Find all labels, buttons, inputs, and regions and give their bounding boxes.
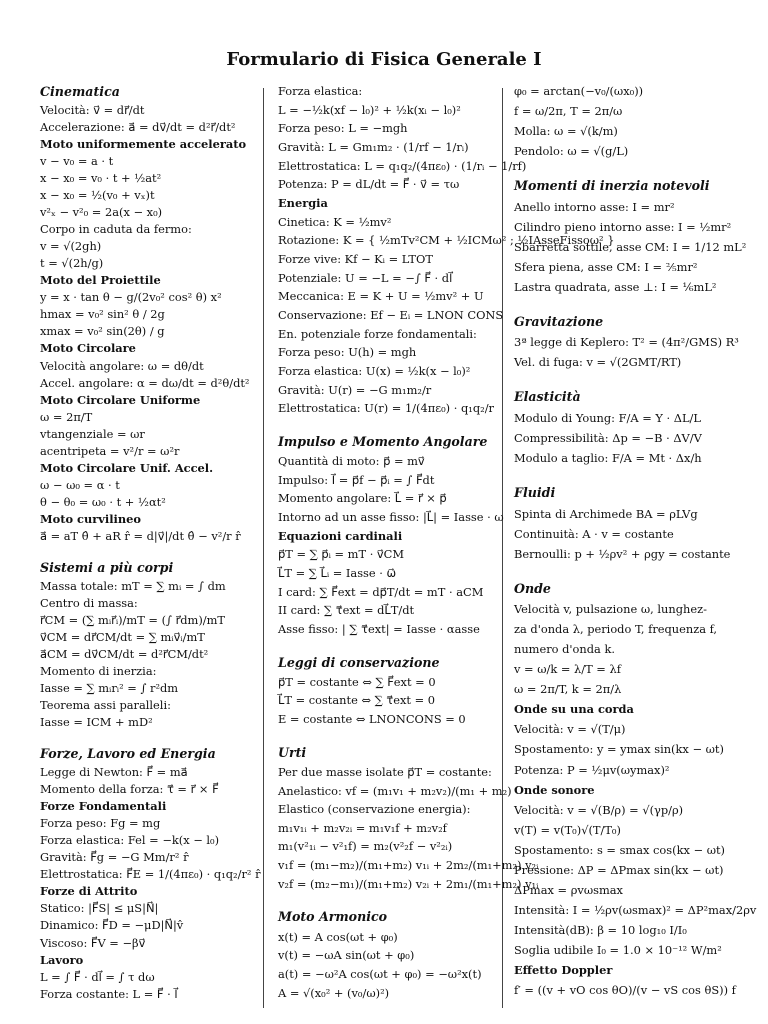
section-heading: Impulso e Momento Angolare	[278, 433, 488, 449]
formula-line: Pendolo: ω = √(g/L)	[514, 144, 629, 159]
formula-line: p⃗T = ∑ p⃗ᵢ = mT · v⃗CM	[278, 547, 405, 562]
formula-line: f = ω/2π, T = 2π/ω	[514, 104, 623, 119]
formula-line: Teorema assi paralleli:	[40, 698, 171, 713]
formula-line: Velocità: v⃗ = dr⃗/dt	[40, 102, 145, 117]
formula-line: Elettrostatica: F⃗E = 1/(4πε₀) · q₁q₂/r² r̂	[40, 867, 261, 882]
formula-line: p⃗T = costante ⇔ ∑ F⃗ext = 0	[278, 674, 436, 689]
section-heading: Elasticità	[514, 389, 581, 405]
section-heading: Fluidi	[514, 485, 556, 501]
formula-line: Forza peso: Fg = mg	[40, 816, 161, 831]
subsection-heading: Moto del Proiettile	[40, 273, 161, 288]
formula-line: Spostamento: y = ymax sin(kx − ωt)	[514, 742, 724, 757]
subsection-heading: Moto Circolare Uniforme	[40, 392, 201, 407]
formula-line: L⃗T = costante ⇔ ∑ τ⃗ext = 0	[278, 693, 436, 708]
formula-line: ω − ω₀ = α · t	[40, 477, 120, 492]
formula-line: hmax = v₀² sin² θ / 2g	[40, 307, 165, 322]
formula-line: v(t) = −ωA sin(ωt + φ₀)	[278, 948, 415, 963]
formula-line: ω = 2π/T, k = 2π/λ	[514, 682, 622, 697]
subsection-heading: Equazioni cardinali	[278, 528, 403, 543]
formula-line: Spinta di Archimede BA = ρLVg	[514, 506, 698, 521]
section-heading: Leggi di conservazione	[278, 654, 440, 670]
formula-line: v₂f = (m₂−m₁)/(m₁+m₂) v₂ᵢ + 2m₁/(m₁+m₂) v₁ᵢ	[278, 876, 539, 891]
section-heading: Forze, Lavoro ed Energia	[40, 746, 216, 762]
formula-line: Centro di massa:	[40, 595, 138, 610]
formula-line: Intensità: I = ½ρv(ωsmax)² = ΔP²max/2ρv	[514, 902, 757, 917]
formula-line: Momento angolare: L⃗ = r⃗ × p⃗	[278, 491, 447, 506]
formula-line: Iasse = ∑ mᵢrᵢ² = ∫ r²dm	[40, 681, 179, 696]
formula-line: Per due masse isolate p⃗T = costante:	[278, 764, 492, 779]
formula-line: L = −½k(xf − l₀)² + ½k(xᵢ − l₀)²	[278, 102, 461, 117]
formula-line: Sbarretta sottile, asse CM: I = 1/12 mL²	[514, 239, 747, 254]
section-heading: Onde	[514, 580, 551, 596]
formula-line: a⃗CM = dv⃗CM/dt = d²r⃗CM/dt²	[40, 647, 209, 662]
formula-line: a(t) = −ω²A cos(ωt + φ₀) = −ω²x(t)	[278, 966, 482, 981]
formula-line: Intorno ad un asse fisso: |L⃗| = Iasse · ω	[278, 509, 504, 524]
formula-line: Lastra quadrata, asse ⊥: I = ⅙mL²	[514, 279, 717, 294]
section-heading: Moto Armonico	[278, 909, 388, 925]
formula-line: Gravità: U(r) = −G m₁m₂/r	[278, 382, 432, 397]
formula-line: Forza elastica:	[278, 84, 363, 98]
formula-line: Modulo di Young: F/A = Y · ΔL/L	[514, 410, 701, 425]
formula-line: Cilindro pieno intorno asse: I = ½mr²	[514, 219, 732, 234]
subsection-heading: Onde sonore	[514, 782, 595, 797]
formula-line: v − v₀ = a · t	[40, 153, 114, 168]
formula-line: v₁f = (m₁−m₂)/(m₁+m₂) v₁ᵢ + 2m₂/(m₁+m₂) v₂ᵢ	[278, 858, 539, 873]
formula-line: m₁v₁ᵢ + m₂v₂ᵢ = m₁v₁f + m₂v₂f	[278, 820, 447, 835]
section-heading: Gravitazione	[514, 313, 604, 329]
formula-line: Molla: ω = √(k/m)	[514, 124, 618, 139]
formula-line: v⃗CM = dr⃗CM/dt = ∑ mᵢv⃗ᵢ/mT	[40, 629, 205, 644]
formula-line: Quantità di moto: p⃗ = mv⃗	[278, 453, 425, 468]
formula-line: Gravità: F⃗g = −G Mm/r² r̂	[40, 850, 189, 865]
formula-line: Forza peso: U(h) = mgh	[278, 345, 417, 360]
formula-line: L⃗T = ∑ L⃗ᵢ = Iasse · ω⃗	[278, 565, 397, 580]
formula-line: y = x · tan θ − g/(2v₀² cos² θ) x²	[40, 290, 222, 305]
formula-line: Momento della forza: τ⃗ = r⃗ × F⃗	[40, 781, 219, 796]
formula-line: Forza peso: L = −mgh	[278, 121, 408, 136]
formula-line: xmax = v₀² sin(2θ) / g	[40, 324, 165, 339]
formula-line: θ − θ₀ = ω₀ · t + ½αt²	[40, 495, 166, 510]
page-title: Formulario di Fisica Generale I	[226, 49, 542, 70]
formula-line: v = √(2gh)	[40, 239, 102, 254]
formula-line: 3ª legge di Keplero: T² = (4π²/GMS) R³	[514, 335, 739, 350]
formula-line: acentripeta = v²/r = ω²r	[40, 443, 180, 458]
formula-line: Accel. angolare: α = dω/dt = d²θ/dt²	[40, 375, 250, 390]
formula-line: Velocità: v = √(T/μ)	[514, 722, 626, 737]
section-heading: Momenti di inerzia notevoli	[514, 178, 710, 194]
formula-line: v²ₓ − v²₀ = 2a(x − x₀)	[40, 204, 163, 219]
formula-line: Pressione: ΔP = ΔPmax sin(kx − ωt)	[514, 862, 724, 877]
formula-line: Cinetica: K = ½mv²	[278, 214, 392, 229]
formula-line: En. potenziale forze fondamentali:	[278, 326, 477, 341]
formula-line: A = √(x₀² + (v₀/ω)²)	[278, 985, 390, 1000]
formula-line: Accelerazione: a⃗ = dv⃗/dt = d²r⃗/dt²	[40, 119, 236, 134]
subsection-heading: Moto Circolare Unif. Accel.	[40, 460, 214, 475]
formula-line: Conservazione: Ef − Eᵢ = LNON CONS	[278, 307, 504, 322]
subsection-heading: Moto Circolare	[40, 341, 136, 356]
formula-line: Forza elastica: Fel = −k(x − l₀)	[40, 833, 220, 848]
formula-line: Continuità: A · v = costante	[514, 526, 674, 541]
subsection-heading: Forze Fondamentali	[40, 799, 167, 814]
column-3	[514, 84, 757, 1003]
formula-line: Elastico (conservazione energia):	[278, 802, 471, 817]
formula-line: Intensità(dB): β = 10 log₁₀ I/I₀	[514, 922, 687, 937]
formula-line: Anelastico: vf = (m₁v₁ + m₂v₂)/(m₁ + m₂)	[278, 783, 512, 798]
formula-line: za d'onda λ, periodo T, frequenza f,	[514, 622, 718, 637]
subsection-heading: Forze di Attrito	[40, 884, 138, 899]
formula-line: II card: ∑ τ⃗ext = dL⃗T/dt	[278, 603, 415, 618]
formula-line: Bernoulli: p + ½ρv² + ρgy = costante	[514, 546, 731, 561]
formula-line: Velocità angolare: ω = dθ/dt	[40, 358, 204, 373]
formula-line: Meccanica: E = K + U = ½mv² + U	[278, 289, 484, 304]
formula-line: Momento di inerzia:	[40, 664, 157, 679]
formula-line: Iasse = ICM + mD²	[40, 715, 153, 730]
formula-line: Gravità: L = Gm₁m₂ · (1/rf − 1/rᵢ)	[278, 139, 469, 154]
formula-line: Massa totale: mT = ∑ mᵢ = ∫ dm	[40, 578, 226, 593]
subsection-heading: Energia	[278, 195, 328, 210]
formula-line: Statico: |F⃗S| ≤ μS|N⃗|	[40, 901, 159, 916]
formula-line: v = ω/k = λ/T = λf	[514, 662, 621, 677]
formula-line: m₁(v²₁ᵢ − v²₁f) = m₂(v²₂f − v²₂ᵢ)	[278, 839, 453, 854]
formula-line: Elettrostatica: U(r) = 1/(4πε₀) · q₁q₂/r	[278, 401, 494, 416]
section-heading: Urti	[278, 744, 307, 760]
formula-line: Sfera piena, asse CM: I = ⅖mr²	[514, 259, 698, 274]
formula-line: x − x₀ = v₀ · t + ½at²	[40, 170, 162, 185]
formula-line: Rotazione: K = { ½mTv²CM + ½ICMω² ; ½IAsseFissoω² }	[278, 233, 615, 248]
formula-line: Modulo a taglio: F/A = Mt · Δx/h	[514, 451, 702, 466]
formula-line: x − x₀ = ½(v₀ + vₓ)t	[40, 187, 155, 202]
formula-line: Elettrostatica: L = q₁q₂/(4πε₀) · (1/rᵢ − 1/rf)	[278, 158, 527, 173]
formula-line: Spostamento: s = smax cos(kx − ωt)	[514, 842, 725, 857]
formula-line: ΔPmax = ρvωsmax	[514, 882, 623, 897]
formula-line: E = costante ⇔ LNONCONS = 0	[278, 712, 466, 727]
subsection-heading: Moto uniformemente accelerato	[40, 136, 247, 151]
formula-line: ω = 2π/T	[40, 409, 93, 424]
formula-line: Impulso: I⃗ = p⃗f − p⃗ᵢ = ∫ F⃗dt	[278, 472, 435, 487]
formula-line: Velocità v, pulsazione ω, lunghez-	[514, 602, 707, 617]
formula-line: v(T) = v(T₀)√(T/T₀)	[514, 822, 621, 837]
formula-line: vtangenziale = ωr	[40, 426, 145, 441]
formula-line: L = ∫ F⃗ · dl⃗ = ∫ τ dω	[40, 969, 155, 984]
section-heading: Cinematica	[40, 84, 120, 99]
formula-line: Potenza: P = dL/dt = F⃗ · v⃗ = τω	[278, 177, 460, 192]
formula-line: Forza costante: L = F⃗ · l⃗	[40, 986, 178, 1001]
section-heading: Sistemi a più corpi	[40, 560, 174, 576]
formula-line: Asse fisso: | ∑ τ⃗ext| = Iasse · αasse	[278, 621, 480, 636]
subsection-heading: Onde su una corda	[514, 702, 634, 717]
formula-line: Compressibilità: Δp = −B · ΔV/V	[514, 431, 702, 446]
subsection-heading: Effetto Doppler	[514, 962, 613, 977]
formula-line: x(t) = A cos(ωt + φ₀)	[278, 929, 398, 944]
formula-line: a⃗ = aT θ̂ + aR r̂ = d|v⃗|/dt θ̂ − v²/r r̂	[40, 529, 241, 544]
subsection-heading: Moto curvilineo	[40, 512, 141, 527]
formula-line: r⃗CM = (∑ mᵢr⃗ᵢ)/mT = (∫ r⃗dm)/mT	[40, 612, 226, 627]
formula-line: I card: ∑ F⃗ext = dp⃗T/dt = mT · aCM	[278, 584, 484, 599]
formula-line: Legge di Newton: F⃗ = ma⃗	[40, 764, 188, 779]
formula-line: Soglia udibile I₀ = 1.0 × 10⁻¹² W/m²	[514, 942, 722, 957]
formula-line: numero d'onda k.	[514, 642, 615, 657]
column-1	[40, 84, 261, 1004]
formula-line: t = √(2h/g)	[40, 256, 104, 271]
formula-line: φ₀ = arctan(−v₀/(ωx₀))	[514, 84, 644, 98]
formula-line: Potenziale: U = −L = −∫ F⃗ · dl⃗	[278, 270, 453, 285]
column-divider-1	[263, 88, 264, 1008]
formula-line: f′ = ((v + vO cos θO)/(v − vS cos θS)) f	[514, 982, 736, 997]
formula-line: Corpo in caduta da fermo:	[40, 222, 192, 237]
formula-line: Dinamico: F⃗D = −μD|N⃗|v̂	[40, 918, 184, 933]
subsection-heading: Lavoro	[40, 952, 84, 967]
formula-line: Velocità: v = √(B/ρ) = √(γp/ρ)	[514, 802, 684, 817]
formula-line: Forze vive: Kf − Kᵢ = LTOT	[278, 251, 433, 266]
formula-line: Potenza: P = ½μv(ωymax)²	[514, 762, 670, 777]
formula-line: Anello intorno asse: I = mr²	[514, 199, 675, 214]
formula-line: Forza elastica: U(x) = ½k(x − l₀)²	[278, 363, 471, 378]
formula-line: Vel. di fuga: v = √(2GMT/RT)	[514, 355, 682, 370]
formula-line: Viscoso: F⃗V = −βv⃗	[40, 935, 146, 950]
